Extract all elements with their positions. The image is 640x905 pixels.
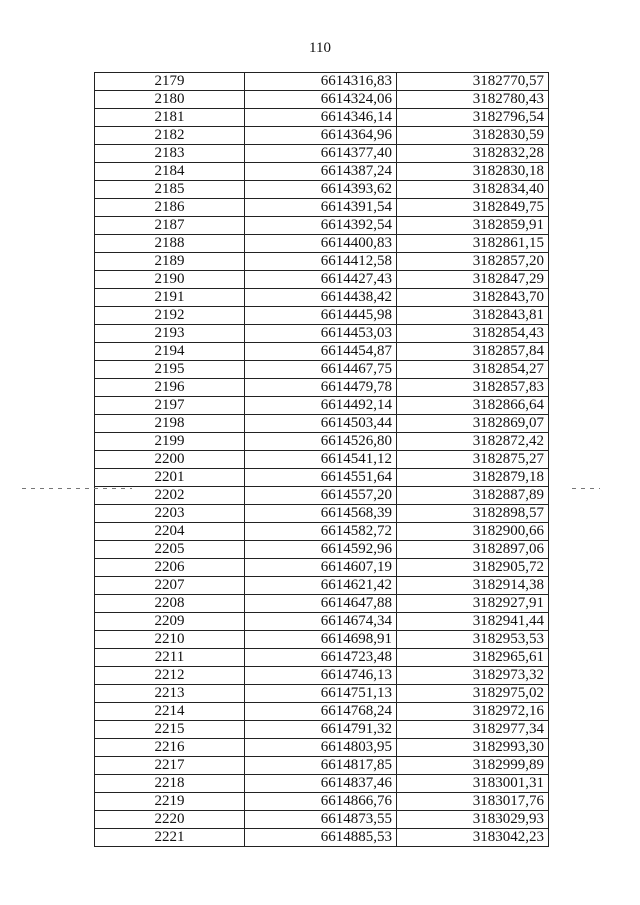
y-coordinate-cell: 3182832,28: [397, 145, 549, 163]
x-coordinate-cell: 6614803,95: [245, 739, 397, 757]
point-number-cell: 2204: [95, 523, 245, 541]
point-number-cell: 2191: [95, 289, 245, 307]
table-row: [95, 613, 549, 631]
point-number-cell: 2199: [95, 433, 245, 451]
table-row: [95, 343, 549, 361]
table-row: [95, 721, 549, 739]
y-coordinate-cell: 3182857,84: [397, 343, 549, 361]
x-coordinate-cell: 6614316,83: [245, 73, 397, 91]
page-number: 110: [309, 40, 331, 56]
point-number-cell: 2190: [95, 271, 245, 289]
y-coordinate-cell: 3182972,16: [397, 703, 549, 721]
table-row: [95, 145, 549, 163]
x-coordinate-cell: 6614412,58: [245, 253, 397, 271]
point-number-cell: 2215: [95, 721, 245, 739]
y-coordinate-cell: 3183042,23: [397, 829, 549, 847]
y-coordinate-cell: 3182854,43: [397, 325, 549, 343]
x-coordinate-cell: 6614377,40: [245, 145, 397, 163]
table-row: [95, 271, 549, 289]
x-coordinate-cell: 6614698,91: [245, 631, 397, 649]
table-row: [95, 235, 549, 253]
x-coordinate-cell: 6614557,20: [245, 487, 397, 505]
x-coordinate-cell: 6614467,75: [245, 361, 397, 379]
point-number-cell: 2210: [95, 631, 245, 649]
x-coordinate-cell: 6614526,80: [245, 433, 397, 451]
y-coordinate-cell: 3182830,59: [397, 127, 549, 145]
y-coordinate-cell: 3182861,15: [397, 235, 549, 253]
table-row: [95, 91, 549, 109]
x-coordinate-cell: 6614746,13: [245, 667, 397, 685]
x-coordinate-cell: 6614454,87: [245, 343, 397, 361]
point-number-cell: 2183: [95, 145, 245, 163]
x-coordinate-cell: 6614837,46: [245, 775, 397, 793]
point-number-cell: 2206: [95, 559, 245, 577]
point-number-cell: 2197: [95, 397, 245, 415]
y-coordinate-cell: 3182847,29: [397, 271, 549, 289]
y-coordinate-cell: 3182905,72: [397, 559, 549, 577]
point-number-cell: 2196: [95, 379, 245, 397]
point-number-cell: 2182: [95, 127, 245, 145]
x-coordinate-cell: 6614453,03: [245, 325, 397, 343]
y-coordinate-cell: 3182927,91: [397, 595, 549, 613]
x-coordinate-cell: 6614364,96: [245, 127, 397, 145]
y-coordinate-cell: 3182854,27: [397, 361, 549, 379]
x-coordinate-cell: 6614427,43: [245, 271, 397, 289]
table-row: [95, 559, 549, 577]
y-coordinate-cell: 3182993,30: [397, 739, 549, 757]
y-coordinate-cell: 3182872,42: [397, 433, 549, 451]
point-number-cell: 2179: [95, 73, 245, 91]
y-coordinate-cell: 3182953,53: [397, 631, 549, 649]
x-coordinate-cell: 6614647,88: [245, 595, 397, 613]
table-row: [95, 793, 549, 811]
point-number-cell: 2218: [95, 775, 245, 793]
y-coordinate-cell: 3182975,02: [397, 685, 549, 703]
table-row: [95, 325, 549, 343]
table-row: [95, 307, 549, 325]
table-row: [95, 739, 549, 757]
y-coordinate-cell: 3182900,66: [397, 523, 549, 541]
point-number-cell: 2214: [95, 703, 245, 721]
y-coordinate-cell: 3182830,18: [397, 163, 549, 181]
table-row: [95, 577, 549, 595]
point-number-cell: 2180: [95, 91, 245, 109]
point-number-cell: 2186: [95, 199, 245, 217]
y-coordinate-cell: 3182914,38: [397, 577, 549, 595]
table-row: [95, 757, 549, 775]
x-coordinate-cell: 6614324,06: [245, 91, 397, 109]
table-row: [95, 415, 549, 433]
point-number-cell: 2209: [95, 613, 245, 631]
x-coordinate-cell: 6614791,32: [245, 721, 397, 739]
table-row: [95, 829, 549, 847]
table-row: [95, 811, 549, 829]
table-row: [95, 289, 549, 307]
y-coordinate-cell: 3182879,18: [397, 469, 549, 487]
x-coordinate-cell: 6614568,39: [245, 505, 397, 523]
point-number-cell: 2188: [95, 235, 245, 253]
point-number-cell: 2202: [95, 487, 245, 505]
table-row: [95, 451, 549, 469]
point-number-cell: 2184: [95, 163, 245, 181]
x-coordinate-cell: 6614873,55: [245, 811, 397, 829]
point-number-cell: 2205: [95, 541, 245, 559]
table-row: [95, 217, 549, 235]
y-coordinate-cell: 3182843,81: [397, 307, 549, 325]
y-coordinate-cell: 3182999,89: [397, 757, 549, 775]
y-coordinate-cell: 3182859,91: [397, 217, 549, 235]
y-coordinate-cell: 3182849,75: [397, 199, 549, 217]
x-coordinate-cell: 6614445,98: [245, 307, 397, 325]
x-coordinate-cell: 6614346,14: [245, 109, 397, 127]
y-coordinate-cell: 3182866,64: [397, 397, 549, 415]
point-number-cell: 2198: [95, 415, 245, 433]
x-coordinate-cell: 6614768,24: [245, 703, 397, 721]
y-coordinate-cell: 3182857,20: [397, 253, 549, 271]
y-coordinate-cell: 3182843,70: [397, 289, 549, 307]
x-coordinate-cell: 6614393,62: [245, 181, 397, 199]
x-coordinate-cell: 6614391,54: [245, 199, 397, 217]
point-number-cell: 2181: [95, 109, 245, 127]
y-coordinate-cell: 3182857,83: [397, 379, 549, 397]
x-coordinate-cell: 6614723,48: [245, 649, 397, 667]
point-number-cell: 2212: [95, 667, 245, 685]
x-coordinate-cell: 6614551,64: [245, 469, 397, 487]
y-coordinate-cell: 3182796,54: [397, 109, 549, 127]
y-coordinate-cell: 3182965,61: [397, 649, 549, 667]
x-coordinate-cell: 6614492,14: [245, 397, 397, 415]
table-body: [95, 73, 549, 847]
y-coordinate-cell: 3182834,40: [397, 181, 549, 199]
table-row: [95, 595, 549, 613]
scan-artifact-line-left: [22, 488, 132, 489]
scan-artifact-line-right: [572, 488, 600, 489]
y-coordinate-cell: 3182887,89: [397, 487, 549, 505]
table-row: [95, 487, 549, 505]
point-number-cell: 2211: [95, 649, 245, 667]
table-row: [95, 127, 549, 145]
table-row: [95, 523, 549, 541]
point-number-cell: 2201: [95, 469, 245, 487]
x-coordinate-cell: 6614885,53: [245, 829, 397, 847]
point-number-cell: 2213: [95, 685, 245, 703]
y-coordinate-cell: 3182780,43: [397, 91, 549, 109]
point-number-cell: 2185: [95, 181, 245, 199]
table-row: [95, 631, 549, 649]
x-coordinate-cell: 6614400,83: [245, 235, 397, 253]
x-coordinate-cell: 6614674,34: [245, 613, 397, 631]
x-coordinate-cell: 6614607,19: [245, 559, 397, 577]
point-number-cell: 2193: [95, 325, 245, 343]
table-row: [95, 685, 549, 703]
table-row: [95, 379, 549, 397]
y-coordinate-cell: 3182875,27: [397, 451, 549, 469]
point-number-cell: 2189: [95, 253, 245, 271]
y-coordinate-cell: 3182897,06: [397, 541, 549, 559]
y-coordinate-cell: 3182898,57: [397, 505, 549, 523]
point-number-cell: 2207: [95, 577, 245, 595]
x-coordinate-cell: 6614392,54: [245, 217, 397, 235]
x-coordinate-cell: 6614592,96: [245, 541, 397, 559]
table-row: [95, 163, 549, 181]
table-row: [95, 667, 549, 685]
y-coordinate-cell: 3183017,76: [397, 793, 549, 811]
point-number-cell: 2195: [95, 361, 245, 379]
y-coordinate-cell: 3183029,93: [397, 811, 549, 829]
table-row: [95, 199, 549, 217]
table-row: [95, 181, 549, 199]
table-row: [95, 541, 549, 559]
table-row: [95, 73, 549, 91]
point-number-cell: 2208: [95, 595, 245, 613]
x-coordinate-cell: 6614541,12: [245, 451, 397, 469]
point-number-cell: 2219: [95, 793, 245, 811]
x-coordinate-cell: 6614503,44: [245, 415, 397, 433]
y-coordinate-cell: 3182977,34: [397, 721, 549, 739]
y-coordinate-cell: 3182973,32: [397, 667, 549, 685]
x-coordinate-cell: 6614479,78: [245, 379, 397, 397]
point-number-cell: 2200: [95, 451, 245, 469]
x-coordinate-cell: 6614438,42: [245, 289, 397, 307]
point-number-cell: 2216: [95, 739, 245, 757]
point-number-cell: 2192: [95, 307, 245, 325]
table-row: [95, 505, 549, 523]
table-row: [95, 775, 549, 793]
table-row: [95, 361, 549, 379]
point-number-cell: 2194: [95, 343, 245, 361]
point-number-cell: 2221: [95, 829, 245, 847]
table-row: [95, 397, 549, 415]
point-number-cell: 2220: [95, 811, 245, 829]
x-coordinate-cell: 6614387,24: [245, 163, 397, 181]
y-coordinate-cell: 3182869,07: [397, 415, 549, 433]
point-number-cell: 2203: [95, 505, 245, 523]
table-row: [95, 649, 549, 667]
x-coordinate-cell: 6614621,42: [245, 577, 397, 595]
point-number-cell: 2217: [95, 757, 245, 775]
y-coordinate-cell: 3183001,31: [397, 775, 549, 793]
table-row: [95, 703, 549, 721]
x-coordinate-cell: 6614582,72: [245, 523, 397, 541]
x-coordinate-cell: 6614817,85: [245, 757, 397, 775]
x-coordinate-cell: 6614751,13: [245, 685, 397, 703]
y-coordinate-cell: 3182941,44: [397, 613, 549, 631]
y-coordinate-cell: 3182770,57: [397, 73, 549, 91]
point-number-cell: 2187: [95, 217, 245, 235]
table-row: [95, 433, 549, 451]
x-coordinate-cell: 6614866,76: [245, 793, 397, 811]
table-row: [95, 109, 549, 127]
table-row: [95, 469, 549, 487]
table-row: [95, 253, 549, 271]
coordinates-table: [94, 72, 549, 847]
